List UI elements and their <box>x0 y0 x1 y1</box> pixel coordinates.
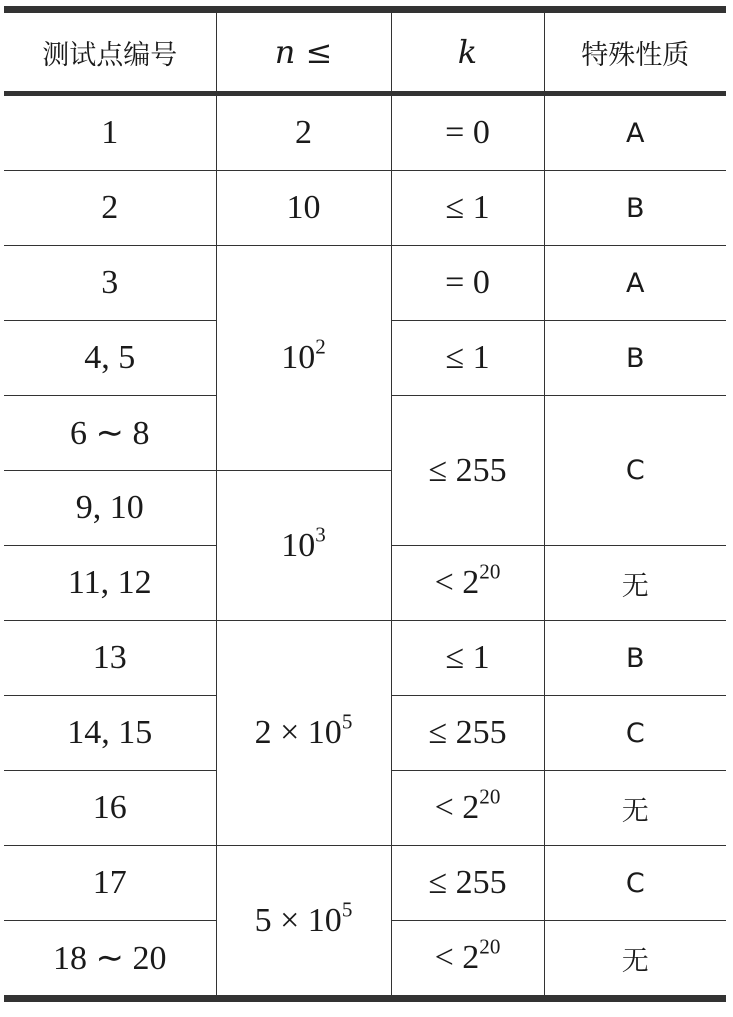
prop-cell: A <box>544 94 726 171</box>
case-cell: 17 <box>4 846 216 921</box>
n-cell: $2 \times 10^5$ <box>216 621 391 846</box>
constraints-table <box>4 6 726 1002</box>
case-cell: 4, 5 <box>4 321 216 396</box>
k-cell: ≤ 1 <box>391 321 544 396</box>
n-cell: $10^2$ <box>216 246 391 471</box>
k-cell: ≤ 255 <box>391 846 544 921</box>
case-cell: 6 ∼ 8 <box>4 396 216 471</box>
case-cell: 13 <box>4 621 216 696</box>
k-cell: = 0 <box>391 246 544 321</box>
table-row <box>4 846 726 921</box>
table-row <box>4 621 726 696</box>
k-cell: ≤ 255 <box>391 696 544 771</box>
constraints-table-wrapper <box>4 6 726 1002</box>
prop-cell: B <box>544 321 726 396</box>
table-row <box>4 246 726 321</box>
table-row <box>4 171 726 246</box>
k-cell: < $2^{20}$ <box>391 921 544 999</box>
header-row <box>4 10 726 94</box>
n-cell: 2 <box>216 94 391 171</box>
header-n: n ≤ <box>216 10 391 94</box>
case-cell: 11, 12 <box>4 546 216 621</box>
case-cell: 3 <box>4 246 216 321</box>
k-cell: = 0 <box>391 94 544 171</box>
header-k: k <box>391 10 544 94</box>
k-cell: ≤ 1 <box>391 621 544 696</box>
case-cell: 9, 10 <box>4 471 216 546</box>
table-row <box>4 94 726 171</box>
n-cell: $10^3$ <box>216 471 391 621</box>
n-cell: $5 \times 10^5$ <box>216 846 391 999</box>
prop-cell: C <box>544 396 726 546</box>
prop-cell: 无 <box>544 921 726 999</box>
prop-cell: 无 <box>544 771 726 846</box>
prop-cell: C <box>544 696 726 771</box>
case-cell: 14, 15 <box>4 696 216 771</box>
case-cell: 1 <box>4 94 216 171</box>
prop-cell: B <box>544 171 726 246</box>
case-cell: 18 ∼ 20 <box>4 921 216 999</box>
case-cell: 16 <box>4 771 216 846</box>
n-cell: 10 <box>216 171 391 246</box>
k-cell: < $2^{20}$ <box>391 546 544 621</box>
prop-cell: A <box>544 246 726 321</box>
prop-cell: C <box>544 846 726 921</box>
prop-cell: 无 <box>544 546 726 621</box>
prop-cell: B <box>544 621 726 696</box>
k-cell: ≤ 255 <box>391 396 544 546</box>
case-cell: 2 <box>4 171 216 246</box>
k-cell: ≤ 1 <box>391 171 544 246</box>
header-case: 测试点编号 <box>4 10 216 94</box>
header-prop: 特殊性质 <box>544 10 726 94</box>
k-cell: < $2^{20}$ <box>391 771 544 846</box>
